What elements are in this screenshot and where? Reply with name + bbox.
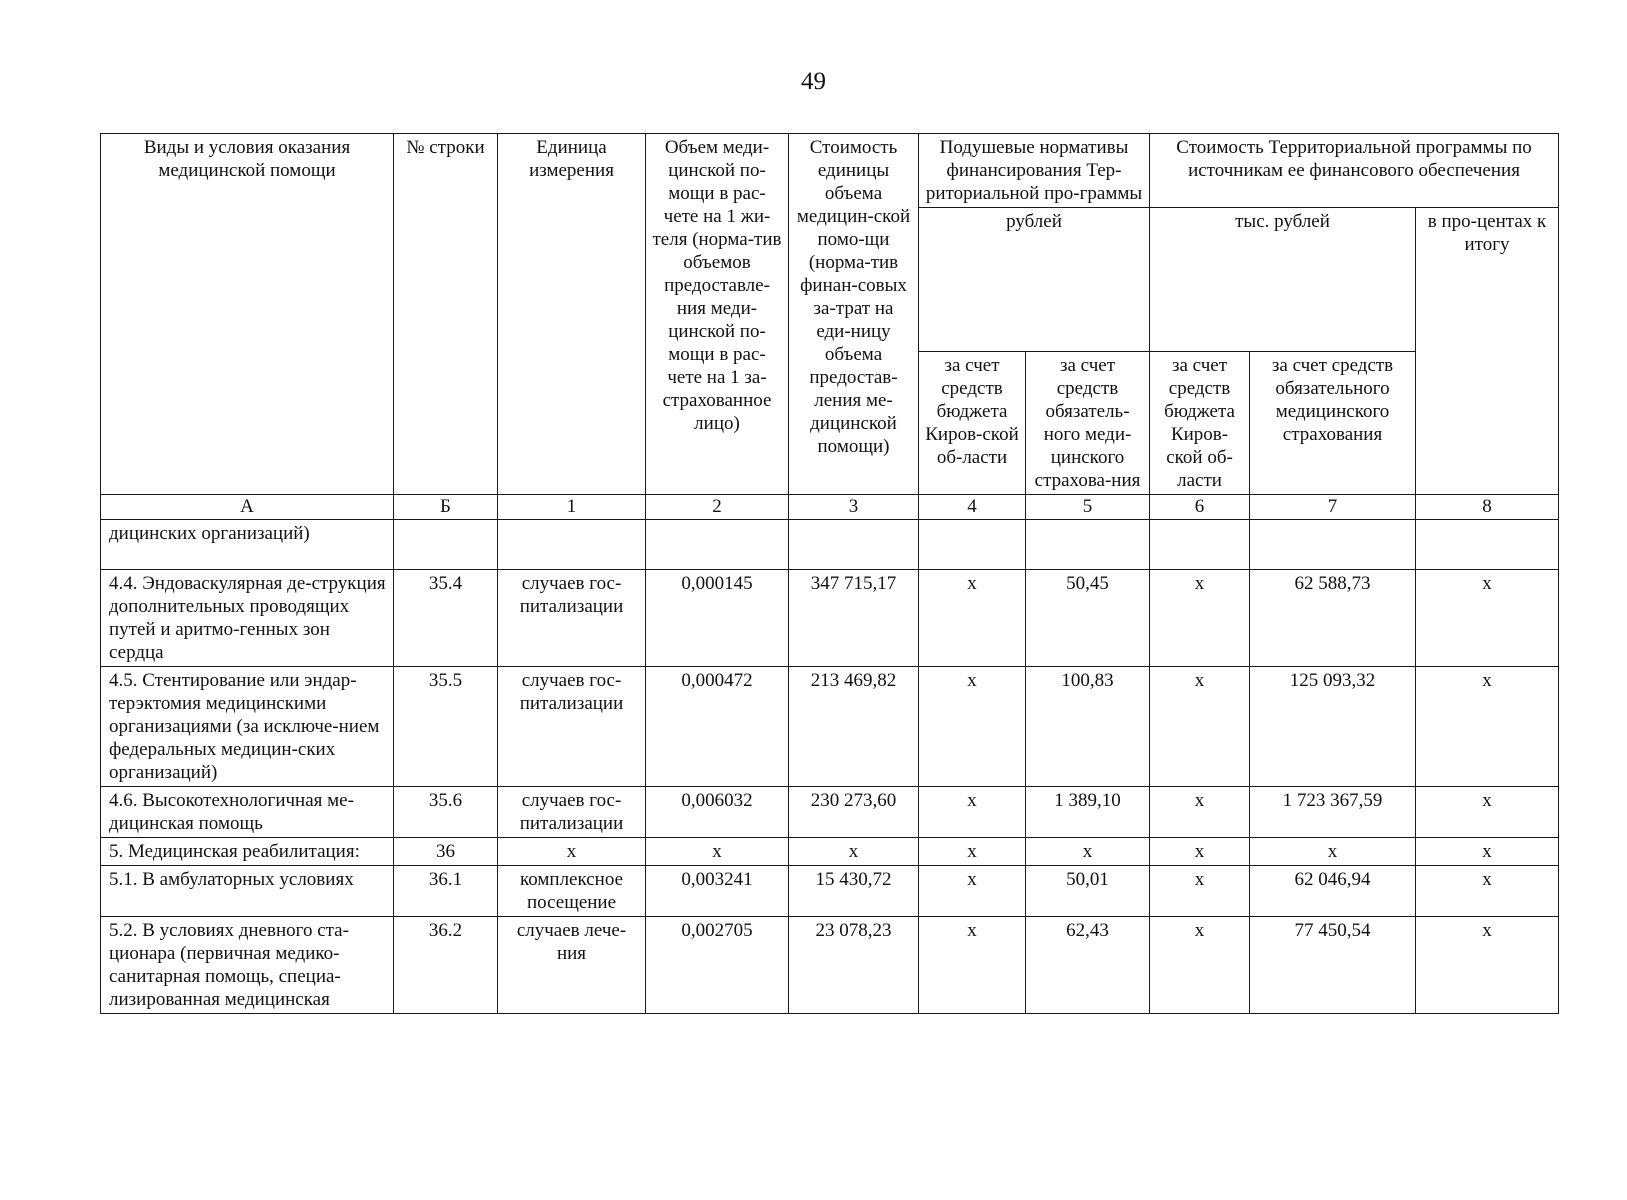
index-cell: 6 — [1150, 495, 1250, 520]
row-budget-cost: x — [1150, 866, 1250, 917]
row-budget-cost: x — [1150, 667, 1250, 787]
table-row — [101, 570, 1559, 667]
row-budget-per-capita: x — [919, 787, 1026, 838]
row-oms-per-capita — [1026, 520, 1150, 570]
row-name: 4.6. Высокотехнологичная ме-дицинская помощь — [101, 787, 394, 838]
row-volume: 0,006032 — [646, 787, 789, 838]
row-budget-per-capita: x — [919, 838, 1026, 866]
row-budget-cost: x — [1150, 787, 1250, 838]
row-number: 36.2 — [394, 917, 498, 1014]
row-unit — [498, 520, 646, 570]
row-budget-cost: x — [1150, 838, 1250, 866]
table-row — [101, 838, 1559, 866]
header-oms-cost: за счет средств обязательного медицинского страхования — [1250, 352, 1416, 495]
row-number: 35.5 — [394, 667, 498, 787]
header-unit: Единица измерения — [498, 134, 646, 495]
row-budget-per-capita: x — [919, 866, 1026, 917]
row-budget-cost — [1150, 520, 1250, 570]
header-volume: Объем меди-цинской по-мощи в рас-чете на 1 жи-теля (норма-тив объемов предоставле-ния меди-цинской по-мощи в рас-чете на 1 за-страхованное лицо) — [646, 134, 789, 495]
row-unit-cost: x — [789, 838, 919, 866]
row-unit: комплексное посещение — [498, 866, 646, 917]
row-unit-cost — [789, 520, 919, 570]
index-cell: А — [101, 495, 394, 520]
index-cell: 7 — [1250, 495, 1416, 520]
table-row — [101, 787, 1559, 838]
row-budget-per-capita: x — [919, 667, 1026, 787]
row-oms-cost — [1250, 520, 1416, 570]
row-number — [394, 520, 498, 570]
row-unit: случаев гос-питализации — [498, 787, 646, 838]
header-unit-cost: Стоимость единицы объема медицин-ской помо-щи (норма-тив финан-совых за-трат на еди-ницу объема предостав-ления ме-дицинской помощи) — [789, 134, 919, 495]
row-percent: x — [1416, 570, 1559, 667]
row-name: 4.5. Стентирование или эндар-терэктомия медицинскими организациями (за исключе-нием федеральных медицин-ских организаций) — [101, 667, 394, 787]
row-oms-per-capita: 100,83 — [1026, 667, 1150, 787]
row-oms-per-capita: 50,45 — [1026, 570, 1150, 667]
row-oms-cost: 77 450,54 — [1250, 917, 1416, 1014]
row-number: 36 — [394, 838, 498, 866]
row-volume: 0,000472 — [646, 667, 789, 787]
row-unit-cost: 230 273,60 — [789, 787, 919, 838]
row-volume: 0,003241 — [646, 866, 789, 917]
table-row — [101, 917, 1559, 1014]
row-name: дицинских организаций) — [101, 520, 394, 570]
row-name: 5.1. В амбулаторных условиях — [101, 866, 394, 917]
index-cell: 4 — [919, 495, 1026, 520]
row-budget-per-capita: x — [919, 917, 1026, 1014]
row-budget-cost: x — [1150, 570, 1250, 667]
row-volume: 0,000145 — [646, 570, 789, 667]
row-oms-cost: x — [1250, 838, 1416, 866]
index-cell: 3 — [789, 495, 919, 520]
header-percent: в про-центах к итогу — [1416, 208, 1559, 495]
row-unit: x — [498, 838, 646, 866]
row-oms-per-capita: 50,01 — [1026, 866, 1150, 917]
row-number: 35.6 — [394, 787, 498, 838]
row-budget-per-capita — [919, 520, 1026, 570]
row-oms-cost: 62 588,73 — [1250, 570, 1416, 667]
row-oms-per-capita: 62,43 — [1026, 917, 1150, 1014]
row-unit: случаев гос-питализации — [498, 667, 646, 787]
table-row — [101, 520, 1559, 570]
row-percent: x — [1416, 787, 1559, 838]
row-name: 5. Медицинская реабилитация: — [101, 838, 394, 866]
financing-table — [100, 133, 1559, 1014]
index-cell: Б — [394, 495, 498, 520]
page-number: 49 — [801, 68, 826, 95]
table-row — [101, 667, 1559, 787]
row-percent — [1416, 520, 1559, 570]
header-row-number: № строки — [394, 134, 498, 495]
row-number: 35.4 — [394, 570, 498, 667]
row-unit-cost: 15 430,72 — [789, 866, 919, 917]
row-unit-cost: 347 715,17 — [789, 570, 919, 667]
row-budget-cost: x — [1150, 917, 1250, 1014]
row-oms-per-capita: x — [1026, 838, 1150, 866]
header-thousand-rubles: тыс. рублей — [1150, 208, 1416, 352]
row-unit: случаев гос-питализации — [498, 570, 646, 667]
header-kinds-conditions: Виды и условия оказания медицинской помощи — [101, 134, 394, 495]
index-cell: 1 — [498, 495, 646, 520]
row-oms-cost: 62 046,94 — [1250, 866, 1416, 917]
row-oms-cost: 125 093,32 — [1250, 667, 1416, 787]
row-percent: x — [1416, 917, 1559, 1014]
row-name: 5.2. В условиях дневного ста-ционара (первичная медико-санитарная помощь, специа-лизированная медицинская — [101, 917, 394, 1014]
row-percent: x — [1416, 866, 1559, 917]
row-volume: 0,002705 — [646, 917, 789, 1014]
index-cell: 8 — [1416, 495, 1559, 520]
row-volume — [646, 520, 789, 570]
row-unit-cost: 213 469,82 — [789, 667, 919, 787]
table-row — [101, 866, 1559, 917]
header-oms-per-capita: за счет средств обязатель-ного меди-цинского страхова-ния — [1026, 352, 1150, 495]
header-budget-cost: за счет средств бюджета Киров-ской об-ласти — [1150, 352, 1250, 495]
row-unit: случаев лече-ния — [498, 917, 646, 1014]
row-volume: x — [646, 838, 789, 866]
row-number: 36.1 — [394, 866, 498, 917]
row-oms-per-capita: 1 389,10 — [1026, 787, 1150, 838]
row-percent: x — [1416, 667, 1559, 787]
row-percent: x — [1416, 838, 1559, 866]
header-per-capita-group: Подушевые нормативы финансирования Тер-риториальной про-граммы — [919, 134, 1150, 208]
row-unit-cost: 23 078,23 — [789, 917, 919, 1014]
index-cell: 5 — [1026, 495, 1150, 520]
row-name: 4.4. Эндоваскулярная де-струкция дополнительных проводящих путей и аритмо-генных зон сердца — [101, 570, 394, 667]
header-budget-per-capita: за счет средств бюджета Киров-ской об-ласти — [919, 352, 1026, 495]
row-budget-per-capita: x — [919, 570, 1026, 667]
header-rubles: рублей — [919, 208, 1150, 352]
header-cost-group: Стоимость Территориальной программы по источникам ее финансового обеспечения — [1150, 134, 1559, 208]
row-oms-cost: 1 723 367,59 — [1250, 787, 1416, 838]
index-cell: 2 — [646, 495, 789, 520]
column-index-row — [101, 495, 1559, 520]
